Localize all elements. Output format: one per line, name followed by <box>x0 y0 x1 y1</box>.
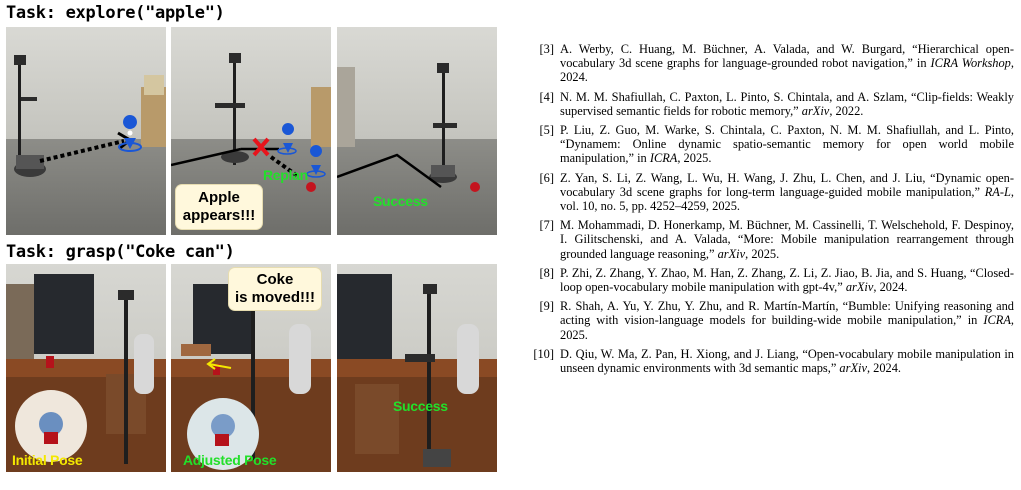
reference-venue: arXiv <box>839 361 867 376</box>
reference-text <box>560 42 1014 84</box>
reference-venue: arXiv <box>717 246 746 261</box>
reference-item <box>526 266 1014 294</box>
task-grasp-title: Task: grasp("Coke can") <box>6 242 235 262</box>
reference-details: , 2025. <box>745 246 780 261</box>
reference-authors-title: N. M. M. Shafiullah, C. Paxton, L. Pinto, S. Chintala, and A. Szlam, “Clip-fields: Weakly supervised semantic fields for robotic memory,” <box>560 89 1014 118</box>
reference-details: , 2024. <box>560 56 1014 85</box>
apple-appears-line1: Apple <box>198 189 240 206</box>
reference-venue: arXiv <box>801 103 830 118</box>
grasp-scene-3 <box>337 264 497 472</box>
replan-label: Replan <box>263 167 308 183</box>
grasp-photo-3 <box>337 264 497 472</box>
reference-authors-title: P. Liu, Z. Guo, M. Warke, S. Chintala, C. Paxton, N. M. M. Shafiullah, and L. Pinto, “Dynamem: Online dynamic spatio-semantic memory for open world mobile manipulation,” in <box>560 123 1014 166</box>
success-label-1: Success <box>373 193 428 209</box>
explore-photo-1 <box>6 27 166 235</box>
task-explore-title: Task: explore("apple") <box>6 3 225 23</box>
reference-item <box>526 123 1014 166</box>
reference-details: , 2024. <box>873 280 908 295</box>
reference-venue: RA-L <box>984 184 1011 199</box>
reference-details: , 2025. <box>560 313 1014 342</box>
reference-number: [5] <box>539 123 554 138</box>
reference-item <box>526 347 1014 375</box>
coke-moved-line1: Coke <box>256 271 294 288</box>
apple-appears-callout <box>176 185 262 229</box>
reference-authors-title: Z. Yan, S. Li, Z. Wang, L. Wu, H. Wang, J. Zhu, L. Chen, and J. Liu, “Dynamic open-vocabulary 3d scene graphs for long-term language-guided mobile manipulation,” <box>560 170 1014 199</box>
success-label-2: Success <box>393 398 448 414</box>
explore-photo-3 <box>337 27 497 235</box>
reference-authors-title: D. Qiu, W. Ma, Z. Pan, H. Xiong, and J. Liang, “Open-vocabulary mobile manipulation in unseen dynamic environments with 3d semantic maps,” <box>560 346 1014 376</box>
grasp-photo-2 <box>171 264 331 472</box>
reference-details: , 2022. <box>829 103 864 118</box>
reference-number: [10] <box>533 346 554 361</box>
grasp-scene-1 <box>6 264 166 472</box>
reference-authors-title: A. Werby, C. Huang, M. Büchner, A. Valada, and W. Burgard, “Hierarchical open-vocabulary 3d scene graphs for language-grounded robot navigation,” in <box>560 42 1014 71</box>
reference-text <box>560 347 1014 375</box>
reference-text <box>560 299 1014 341</box>
explore-photo-2 <box>171 27 331 235</box>
apple-appears-line2: appears!!! <box>182 207 256 224</box>
reference-number: [3] <box>539 42 554 56</box>
reference-authors-title: P. Zhi, Z. Zhang, Y. Zhao, M. Han, Z. Zhang, Z. Li, Z. Jiao, B. Jia, and S. Huang, “Closed-loop open-vocabulary mobile manipulation with gpt-4v,” <box>560 265 1014 295</box>
reference-venue: ICRA <box>983 313 1011 328</box>
reference-number: [9] <box>539 299 554 314</box>
initial-pose-label: Initial Pose <box>12 452 83 468</box>
reference-text <box>560 90 1014 118</box>
reference-text <box>560 123 1014 165</box>
reference-number: [8] <box>539 265 554 280</box>
reference-venue: ICRA Workshop <box>930 56 1011 71</box>
reference-details: , 2024. <box>866 361 902 376</box>
reference-text <box>560 171 1014 213</box>
reference-text <box>560 218 1014 260</box>
reference-number: [4] <box>539 89 554 104</box>
reference-item <box>526 171 1014 214</box>
reference-authors-title: R. Shah, A. Yu, Y. Zhu, Y. Zhu, and R. Martín-Martín, “Bumble: Unifying reasoning and acting with vision-language models for building-wide mobile manipulation,” in <box>560 299 1014 328</box>
explore-scene-1 <box>6 27 166 235</box>
reference-list <box>526 42 1014 380</box>
reference-venue: ICRA <box>649 151 678 166</box>
coke-moved-callout <box>229 268 321 310</box>
reference-item <box>526 42 1014 85</box>
coke-moved-line2: is moved!!! <box>234 289 315 306</box>
reference-item <box>526 90 1014 118</box>
reference-details: , 2025. <box>677 151 712 166</box>
reference-item <box>526 218 1014 261</box>
reference-number: [7] <box>539 218 554 233</box>
reference-text <box>560 266 1014 294</box>
reference-number: [6] <box>539 170 554 185</box>
reference-item <box>526 299 1014 342</box>
reference-details: , vol. 10, no. 5, pp. 4252–4259, 2025. <box>560 184 1014 214</box>
reference-venue: arXiv <box>845 280 874 295</box>
adjusted-pose-label: Adjusted Pose <box>183 452 277 468</box>
reference-authors-title: M. Mohammadi, D. Honerkamp, M. Büchner, M. Cassinelli, T. Welschehold, F. Despinoy, I. Gilitschenski, and A. Valada, “More: Mobile manipulation rearrangement through grounded language reasoning,” <box>560 218 1014 261</box>
grasp-photo-1 <box>6 264 166 472</box>
